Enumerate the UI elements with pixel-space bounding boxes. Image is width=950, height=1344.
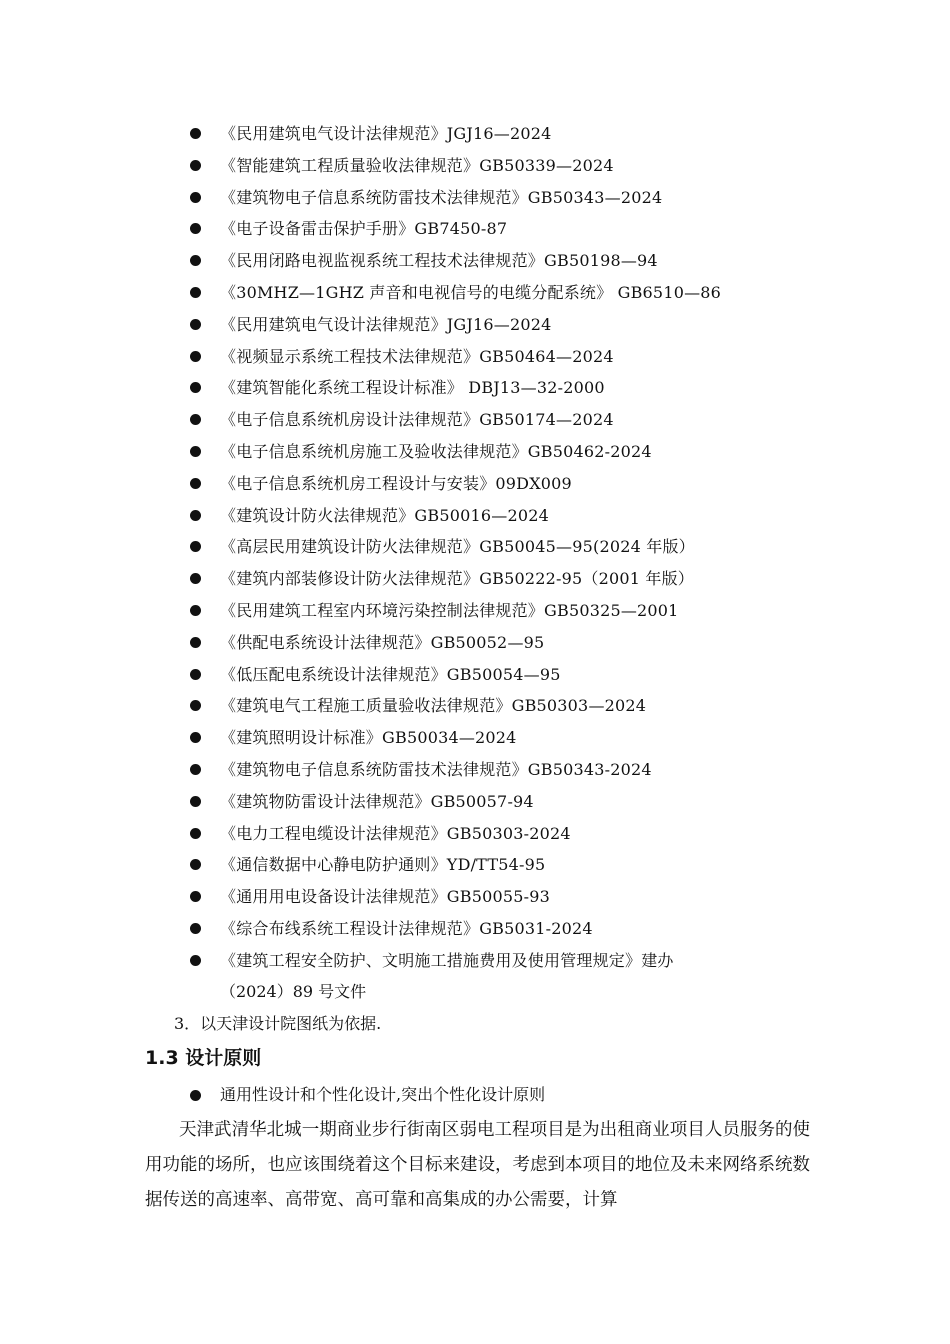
bullet-icon [190,828,201,839]
reference-text: 《建筑照明设计标准》GB50034—2024 [220,728,517,748]
bullet-icon [190,669,201,680]
list-item [0,277,950,309]
list-item [0,690,950,722]
section-heading: 1.3 设计原则 [145,1047,262,1069]
bullet-icon [190,955,201,966]
bullet-icon [190,1090,201,1101]
list-item [0,595,950,627]
list-item [0,245,950,277]
list-item [0,945,950,977]
list-item [0,182,950,214]
reference-text: 《智能建筑工程质量验收法律规范》GB50339—2024 [220,155,614,175]
reference-text: 《建筑设计防火法律规范》GB50016—2024 [220,505,549,525]
reference-text: 《民用建筑电气设计法律规范》JGJ16—2024 [220,314,552,334]
reference-text: 《通信数据中心静电防护通则》YD/TT54-95 [220,855,546,875]
reference-text: 《建筑物防雷设计法律规范》GB50057-94 [220,791,534,811]
bullet-icon [190,223,201,234]
bullet-icon [190,128,201,139]
list-item [0,659,950,691]
reference-text: 《电子信息系统机房施工及验收法律规范》GB50462-2024 [220,441,652,461]
reference-continuation: （2024）89 号文件 [220,982,367,1001]
bullet-icon [190,382,201,393]
list-item [0,786,950,818]
reference-text: 《民用建筑电气设计法律规范》JGJ16—2024 [220,124,552,143]
reference-text: 《电子信息系统机房设计法律规范》GB50174—2024 [220,410,614,430]
reference-text: 《低压配电系统设计法律规范》GB50054—95 [220,664,561,684]
list-item [0,150,950,182]
bullet-icon [190,732,201,743]
reference-text: 《通用用电设备设计法律规范》GB50055-93 [220,887,551,907]
bullet-icon [190,891,201,902]
reference-text: 《建筑内部装修设计防火法律规范》GB50222-95（2001 年版） [220,569,695,589]
bullet-icon [190,351,201,362]
reference-text: 《建筑电气工程施工质量验收法律规范》GB50303—2024 [220,696,647,716]
reference-text: 《民用建筑工程室内环境污染控制法律规范》GB50325—2001 [220,600,679,620]
list-item [0,531,950,563]
bullet-icon [190,605,201,616]
list-item [0,213,950,245]
list-item [0,468,950,500]
reference-text: 《建筑物电子信息系统防雷技术法律规范》GB50343—2024 [220,187,663,207]
bullet-icon [190,510,201,521]
bullet-icon [190,160,201,171]
reference-text: 《建筑工程安全防护、文明施工措施费用及使用管理规定》建办 [220,950,674,970]
list-item [0,500,950,532]
bullet-icon [190,541,201,552]
bullet-icon [190,764,201,775]
bullet-icon [190,446,201,457]
reference-text: 《电子设备雷击保护手册》GB7450-87 [220,219,508,239]
list-item [0,404,950,436]
reference-text: 《电力工程电缆设计法律规范》GB50303-2024 [220,823,571,843]
list-item [0,563,950,595]
list-item [0,436,950,468]
reference-text: 《30MHZ—1GHZ 声音和电视信号的电缆分配系统》 GB6510—86 [220,282,722,302]
list-item [0,627,950,659]
bullet-icon [190,287,201,298]
list-item [0,722,950,754]
bullet-icon [190,859,201,870]
reference-text: 《供配电系统设计法律规范》GB50052—95 [220,632,545,652]
reference-text: 《电子信息系统机房工程设计与安装》09DX009 [220,473,572,493]
list-item [0,913,950,945]
list-item [0,754,950,786]
basis-note: 3．以天津设计院图纸为依据. [174,1014,382,1033]
bullet-icon [190,255,201,266]
reference-text: 《建筑智能化系统工程设计标准》 DBJ13—32-2000 [220,378,605,398]
list-item [0,881,950,913]
reference-text: 《综合布线系统工程设计法律规范》GB5031-2024 [220,918,593,938]
list-item [0,372,950,404]
reference-text: 《高层民用建筑设计防火法律规范》GB50045—95(2024 年版） [220,537,695,557]
bullet-icon [190,414,201,425]
list-item [0,341,950,373]
bullet-icon [190,923,201,934]
list-item [0,818,950,850]
bullet-icon [190,478,201,489]
bullet-icon [190,319,201,330]
list-item [0,309,950,341]
bullet-icon [190,573,201,584]
principle-item: 通用性设计和个性化设计,突出个性化设计原则 [220,1085,546,1104]
list-item [0,118,950,150]
body-paragraph: 天津武清华北城一期商业步行街南区弱电工程项目是为出租商业项目人员服务的使用功能的场所，也应该围绕着这个目标来建设，考虑到本项目的地位及未来网络系统数据传送的高速率、高带宽、高可靠和高集成的办公需要，计算 [145,1120,810,1210]
list-item [0,849,950,881]
reference-text: 《视频显示系统工程技术法律规范》GB50464—2024 [220,346,614,366]
reference-text: 《民用闭路电视监视系统工程技术法律规范》GB50198—94 [220,251,658,271]
bullet-icon [190,192,201,203]
reference-list [0,118,950,977]
bullet-icon [190,796,201,807]
bullet-icon [190,637,201,648]
bullet-icon [190,700,201,711]
reference-text: 《建筑物电子信息系统防雷技术法律规范》GB50343-2024 [220,759,652,779]
